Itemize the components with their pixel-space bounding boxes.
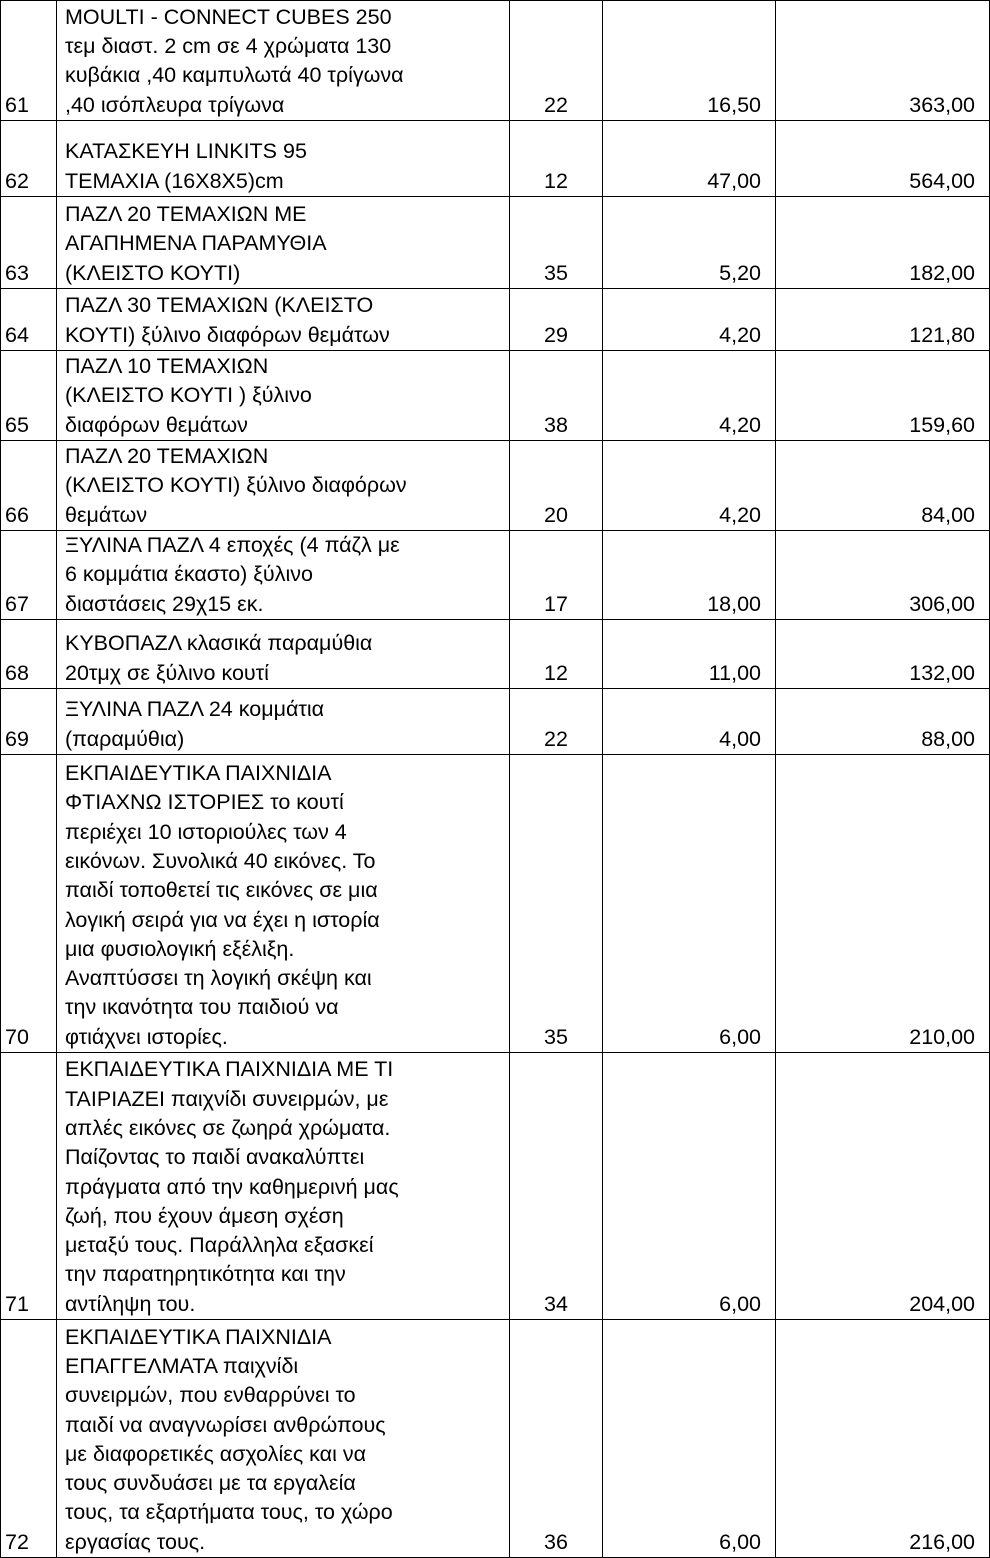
item-unit-price: 47,00	[603, 121, 776, 197]
item-total: 182,00	[776, 197, 990, 289]
item-quantity: 12	[510, 121, 603, 197]
table-row	[1, 441, 990, 531]
item-quantity: 38	[510, 351, 603, 441]
item-unit-price: 16,50	[603, 1, 776, 121]
table-row	[1, 689, 990, 755]
table-row	[1, 197, 990, 289]
table-row	[1, 620, 990, 689]
table-row	[1, 531, 990, 620]
item-unit-price: 4,20	[603, 441, 776, 531]
table-row	[1, 351, 990, 441]
item-unit-price: 6,00	[603, 1053, 776, 1320]
item-description: ΕΚΠΑΙΔΕΥΤΙΚΑ ΠΑΙΧΝΙΔΙΑ ΕΠΑΓΓΕΛΜΑΤΑ παιχνίδι συνειρμών, που ενθαρρύνει το παιδί να αναγνωρίσει ανθρώπους με διαφορετικές ασχολίες και να τους συνδυάσει με τα εργαλεία τους, τα εξαρτήματα τους, το χώρο εργασίας τους.	[57, 1320, 510, 1558]
item-unit-price: 6,00	[603, 755, 776, 1053]
item-quantity: 12	[510, 620, 603, 689]
row-number: 62	[1, 121, 57, 197]
item-description: ΚΥΒΟΠΑΖΛ κλασικά παραμύθια 20τμχ σε ξύλινο κουτί	[57, 620, 510, 689]
item-total: 210,00	[776, 755, 990, 1053]
item-quantity: 35	[510, 755, 603, 1053]
item-description: ΠΑΖΛ 30 ΤΕΜΑΧΙΩΝ (ΚΛΕΙΣΤΟ ΚΟΥΤΙ) ξύλινο διαφόρων θεμάτων	[57, 289, 510, 351]
item-description: ΕΚΠΑΙΔΕΥΤΙΚΑ ΠΑΙΧΝΙΔΙΑ ΦΤΙΑΧΝΩ ΙΣΤΟΡΙΕΣ το κουτί περιέχει 10 ιστοριούλες των 4 εικόνων. Συνολικά 40 εικόνες. Το παιδί τοποθετεί τις εικόνες σε μια λογική σειρά για να έχει η ιστορία μια φυσιολογική εξέλιξη. Αναπτύσσει τη λογική σκέψη και την ικανότητα του παιδιού να φτιάχνει ιστορίες.	[57, 755, 510, 1053]
item-total: 363,00	[776, 1, 990, 121]
item-unit-price: 11,00	[603, 620, 776, 689]
row-number: 70	[1, 755, 57, 1053]
item-quantity: 22	[510, 689, 603, 755]
item-unit-price: 4,00	[603, 689, 776, 755]
item-quantity: 20	[510, 441, 603, 531]
table-row	[1, 1, 990, 121]
item-quantity: 17	[510, 531, 603, 620]
item-description: ΚΑΤΑΣΚΕΥΗ LINKITS 95 ΤΕΜΑΧΙΑ (16Χ8Χ5)cm	[57, 121, 510, 197]
row-number: 64	[1, 289, 57, 351]
item-total: 204,00	[776, 1053, 990, 1320]
item-quantity: 36	[510, 1320, 603, 1558]
item-total: 84,00	[776, 441, 990, 531]
item-total: 88,00	[776, 689, 990, 755]
item-quantity: 22	[510, 1, 603, 121]
item-total: 121,80	[776, 289, 990, 351]
item-total: 159,60	[776, 351, 990, 441]
item-quantity: 34	[510, 1053, 603, 1320]
table-row	[1, 1320, 990, 1558]
row-number: 66	[1, 441, 57, 531]
item-description: ΕΚΠΑΙΔΕΥΤΙΚΑ ΠΑΙΧΝΙΔΙΑ ΜΕ ΤΙ ΤΑΙΡΙΑΖΕΙ παιχνίδι συνειρμών, με απλές εικόνες σε ζωηρά χρώματα. Παίζοντας το παιδί ανακαλύπτει πράγματα από την καθημερινή μας ζωή, που έχουν άμεση σχέση μεταξύ τους. Παράλληλα εξασκεί την παρατηρητικότητα και την αντίληψη του.	[57, 1053, 510, 1320]
item-quantity: 29	[510, 289, 603, 351]
item-description: ΠΑΖΛ 20 ΤΕΜΑΧΙΩΝ (ΚΛΕΙΣΤΟ ΚΟΥΤΙ) ξύλινο διαφόρων θεμάτων	[57, 441, 510, 531]
item-description: ΠΑΖΛ 10 ΤΕΜΑΧΙΩΝ (ΚΛΕΙΣΤΟ ΚΟΥΤΙ ) ξύλινο διαφόρων θεμάτων	[57, 351, 510, 441]
item-total: 306,00	[776, 531, 990, 620]
item-description: MOULTI - CONNECT CUBES 250 τεμ διαστ. 2 cm σε 4 χρώματα 130 κυβάκια ,40 καμπυλωτά 40 τρίγωνα ,40 ισόπλευρα τρίγωνα	[57, 1, 510, 121]
table-row	[1, 755, 990, 1053]
table-row	[1, 1053, 990, 1320]
item-description: ΞΥΛΙΝΑ ΠΑΖΛ 4 εποχές (4 πάζλ με 6 κομμάτια έκαστο) ξύλινο διαστάσεις 29χ15 εκ.	[57, 531, 510, 620]
item-quantity: 35	[510, 197, 603, 289]
row-number: 67	[1, 531, 57, 620]
row-number: 72	[1, 1320, 57, 1558]
item-total: 564,00	[776, 121, 990, 197]
item-unit-price: 18,00	[603, 531, 776, 620]
item-description: ΞΥΛΙΝΑ ΠΑΖΛ 24 κομμάτια (παραμύθια)	[57, 689, 510, 755]
row-number: 69	[1, 689, 57, 755]
items-table-body	[1, 1, 990, 1558]
item-total: 132,00	[776, 620, 990, 689]
row-number: 65	[1, 351, 57, 441]
table-row	[1, 289, 990, 351]
item-unit-price: 5,20	[603, 197, 776, 289]
row-number: 68	[1, 620, 57, 689]
item-unit-price: 4,20	[603, 289, 776, 351]
item-unit-price: 4,20	[603, 351, 776, 441]
item-description: ΠΑΖΛ 20 ΤΕΜΑΧΙΩΝ ΜΕ ΑΓΑΠΗΜΕΝΑ ΠΑΡΑΜΥΘΙΑ (ΚΛΕΙΣΤΟ ΚΟΥΤΙ)	[57, 197, 510, 289]
table-row	[1, 121, 990, 197]
row-number: 63	[1, 197, 57, 289]
item-unit-price: 6,00	[603, 1320, 776, 1558]
item-total: 216,00	[776, 1320, 990, 1558]
row-number: 61	[1, 1, 57, 121]
row-number: 71	[1, 1053, 57, 1320]
